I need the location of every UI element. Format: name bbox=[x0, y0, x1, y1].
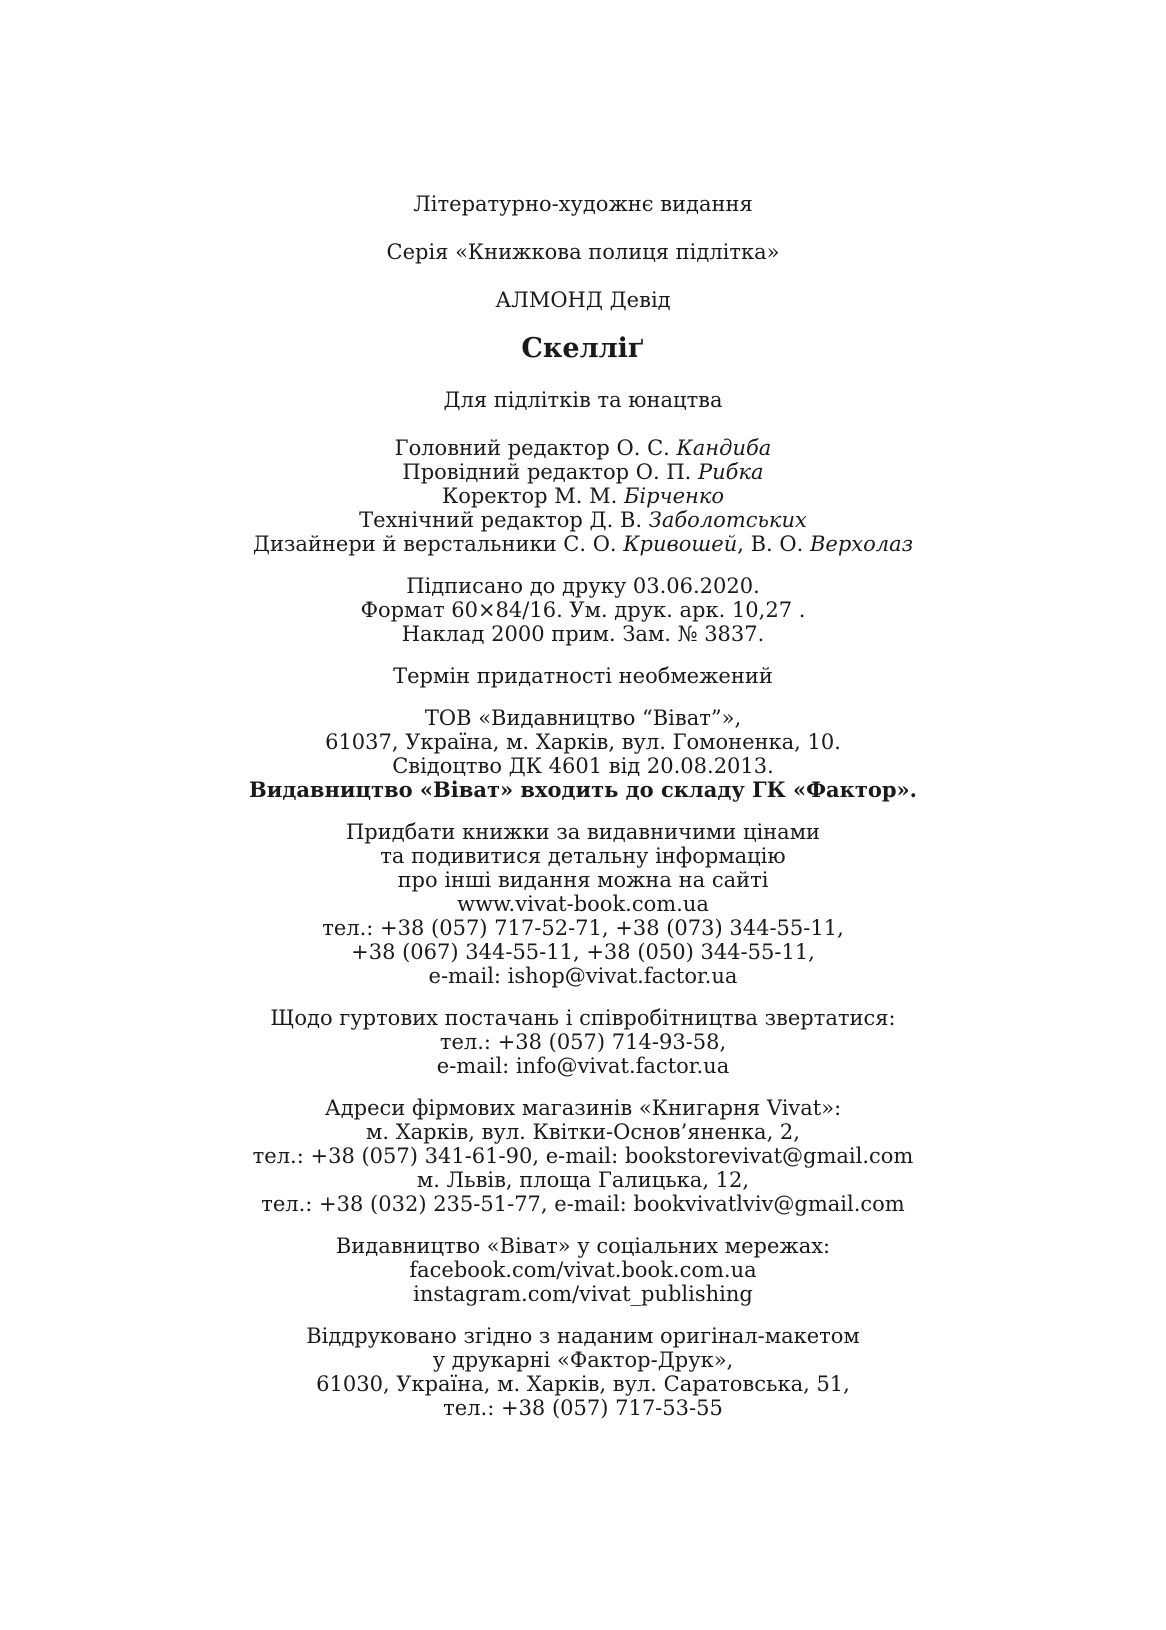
email-line: e-mail: ishop@vivat.factor.ua bbox=[428, 964, 738, 988]
purchase-info-line: та подивитися детальну інформацію bbox=[380, 844, 786, 868]
edition-type: Літературно-художнє видання bbox=[413, 192, 753, 216]
social-info-block bbox=[0, 1234, 1166, 1306]
stores-info-line: Адреси фірмових магазинів «Книгарня Vivat»: bbox=[324, 1096, 842, 1120]
publisher-line: ТОВ «Видавництво “Віват”», bbox=[424, 706, 742, 730]
stores-info-line: м. Львів, площа Галицька, 12, bbox=[416, 1168, 750, 1192]
imprint-column bbox=[0, 192, 1166, 1420]
purchase-info-line: про інші видання можна на сайті bbox=[397, 868, 769, 892]
shelf-life-line: Термін придатності необмежений bbox=[393, 664, 773, 688]
stores-info-line: тел.: +38 (032) 235-51-77, e-mail: bookvivatlviv@gmail.com bbox=[261, 1192, 905, 1216]
print-info-line: Підписано до друку 03.06.2020. bbox=[406, 574, 760, 598]
stores-info-block bbox=[0, 1096, 1166, 1216]
printing-info-line: Віддруковано згідно з наданим оригінал-макетом bbox=[306, 1324, 860, 1348]
print-info-line: Формат 60×84/16. Ум. друк. арк. 10,27 . bbox=[360, 598, 806, 622]
stores-info-line: тел.: +38 (057) 341-61-90, e-mail: bookstorevivat@gmail.com bbox=[252, 1144, 914, 1168]
email-line: e-mail: info@vivat.factor.ua bbox=[436, 1054, 730, 1078]
purchase-info-line: тел.: +38 (057) 717-52-71, +38 (073) 344-55-11, bbox=[322, 916, 844, 940]
author-line: АЛМОНД Девід bbox=[495, 288, 671, 312]
series-line: Серія «Книжкова полиця підлітка» bbox=[386, 240, 780, 264]
credit-line: Провідний редактор О. П. Рибка bbox=[402, 460, 764, 484]
purchase-info-line: +38 (067) 344-55-11, +38 (050) 344-55-11, bbox=[351, 940, 815, 964]
designers-line: Дизайнери й верстальники С. О. Кривошей, В. О. Верхолаз bbox=[252, 532, 914, 556]
publisher-line: Свідоцтво ДК 4601 від 20.08.2013. bbox=[392, 754, 774, 778]
print-info-line: Наклад 2000 прим. Зам. № 3837. bbox=[401, 622, 765, 646]
wholesale-info-line: Щодо гуртових постачань і співробітництва звертатися: bbox=[270, 1006, 896, 1030]
credit-line: Технічний редактор Д. В. Заболотських bbox=[359, 508, 807, 532]
printing-info-line: тел.: +38 (057) 717-53-55 bbox=[443, 1396, 723, 1420]
credit-line: Головний редактор О. С. Кандиба bbox=[394, 436, 772, 460]
print-info-block bbox=[0, 574, 1166, 646]
publisher-group-line: Видавництво «Віват» входить до складу ГК «Фактор». bbox=[249, 777, 917, 802]
purchase-info-line: Придбати книжки за видавничими цінами bbox=[345, 820, 821, 844]
social-info-line: facebook.com/vivat.book.com.ua bbox=[409, 1258, 757, 1282]
publisher-block bbox=[0, 706, 1166, 802]
audience-line: Для підлітків та юнацтва bbox=[443, 388, 723, 412]
credits-block bbox=[0, 436, 1166, 556]
book-title: Скелліґ bbox=[521, 333, 645, 364]
social-info-line: Видавництво «Віват» у соціальних мережах: bbox=[335, 1234, 831, 1258]
purchase-info-block bbox=[0, 820, 1166, 988]
stores-info-line: м. Харків, вул. Квітки-Основ’яненка, 2, bbox=[366, 1120, 800, 1144]
website-link: www.vivat-book.com.ua bbox=[457, 892, 709, 916]
wholesale-info-block bbox=[0, 1006, 1166, 1078]
social-info-line: instagram.com/vivat_publishing bbox=[413, 1282, 753, 1306]
wholesale-info-line: тел.: +38 (057) 714-93-58, bbox=[439, 1030, 727, 1054]
publisher-line: 61037, Україна, м. Харків, вул. Гомоненка, 10. bbox=[325, 730, 841, 754]
printing-info-block bbox=[0, 1324, 1166, 1420]
printing-info-line: 61030, Україна, м. Харків, вул. Саратовська, 51, bbox=[316, 1372, 850, 1396]
printing-info-line: у друкарні «Фактор-Друк», bbox=[432, 1348, 734, 1372]
credit-line: Коректор М. М. Бірченко bbox=[441, 484, 725, 508]
